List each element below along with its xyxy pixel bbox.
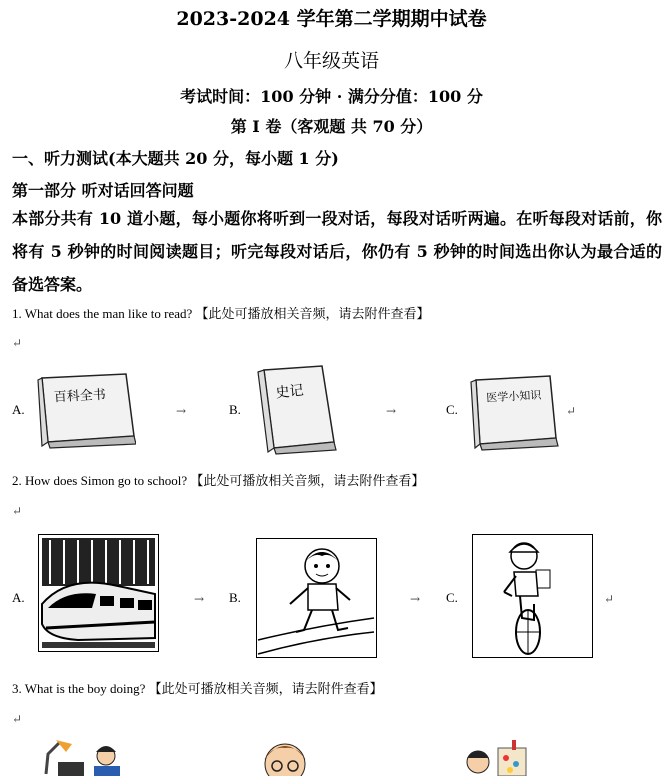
paragraph-mark: ↵ — [566, 404, 577, 418]
option-letter: C. — [446, 590, 458, 605]
book-label: 百科全书 — [53, 387, 107, 406]
paragraph-mark: ↵ — [12, 336, 23, 350]
section-heading: 一、听力测试(本大题共 20 分，每小题 1 分) — [12, 149, 339, 168]
book-image-b[interactable] — [252, 364, 338, 456]
boy-face-image[interactable] — [258, 736, 312, 776]
paragraph-mark: ↵ — [604, 592, 615, 606]
tab-mark: → — [194, 592, 205, 606]
train-image[interactable] — [38, 534, 159, 652]
page-subtitle: 八年级英语 — [283, 50, 379, 72]
paragraph-mark: ↵ — [12, 712, 23, 726]
book-image-c[interactable] — [466, 372, 562, 452]
book-image-a[interactable] — [30, 370, 136, 450]
option-letter: A. — [12, 590, 25, 605]
question-2-text: 2. How does Simon go to school? 【此处可播放相关音频，请去附件查看】 — [12, 473, 425, 488]
tab-mark: → — [410, 592, 421, 606]
volume-heading: 第 I 卷（客观题 共 70 分） — [230, 117, 433, 136]
part-title: 第一部分 听对话回答问题 — [12, 181, 194, 200]
question-1-text: 1. What does the man like to read? 【此处可播放相关音频，请去附件查看】 — [12, 306, 430, 321]
option-letter: B. — [229, 590, 241, 605]
boy-at-desk-image[interactable] — [36, 738, 126, 776]
paragraph-mark: ↵ — [12, 504, 23, 518]
boy-painting-image[interactable] — [462, 738, 534, 776]
option-letter: B. — [229, 402, 241, 417]
exam-info: 考试时间：100 分钟 · 满分分值：100 分 — [180, 87, 483, 106]
book-label: 史记 — [274, 382, 305, 402]
tab-mark: → — [176, 404, 187, 418]
option-letter: C. — [446, 402, 458, 417]
question-3-text: 3. What is the boy doing? 【此处可播放相关音频，请去附件查看】 — [12, 681, 383, 696]
tab-mark: → — [386, 404, 397, 418]
walking-boy-image[interactable] — [256, 538, 377, 658]
book-label: 医学小知识 — [486, 388, 542, 405]
cycling-boy-image[interactable] — [472, 534, 593, 658]
instructions: 本部分共有 10 道小题，每小题你将听到一段对话，每段对话听两遍。在听每段对话前，你将有 5 秒钟的时间阅读题目；听完每段对话后，你仍有 5 秒钟的时间选出你认为最合适的备选答案。 — [12, 209, 662, 294]
page-title: 2023-2024 学年第二学期期中试卷 — [176, 8, 487, 30]
option-letter: A. — [12, 402, 25, 417]
